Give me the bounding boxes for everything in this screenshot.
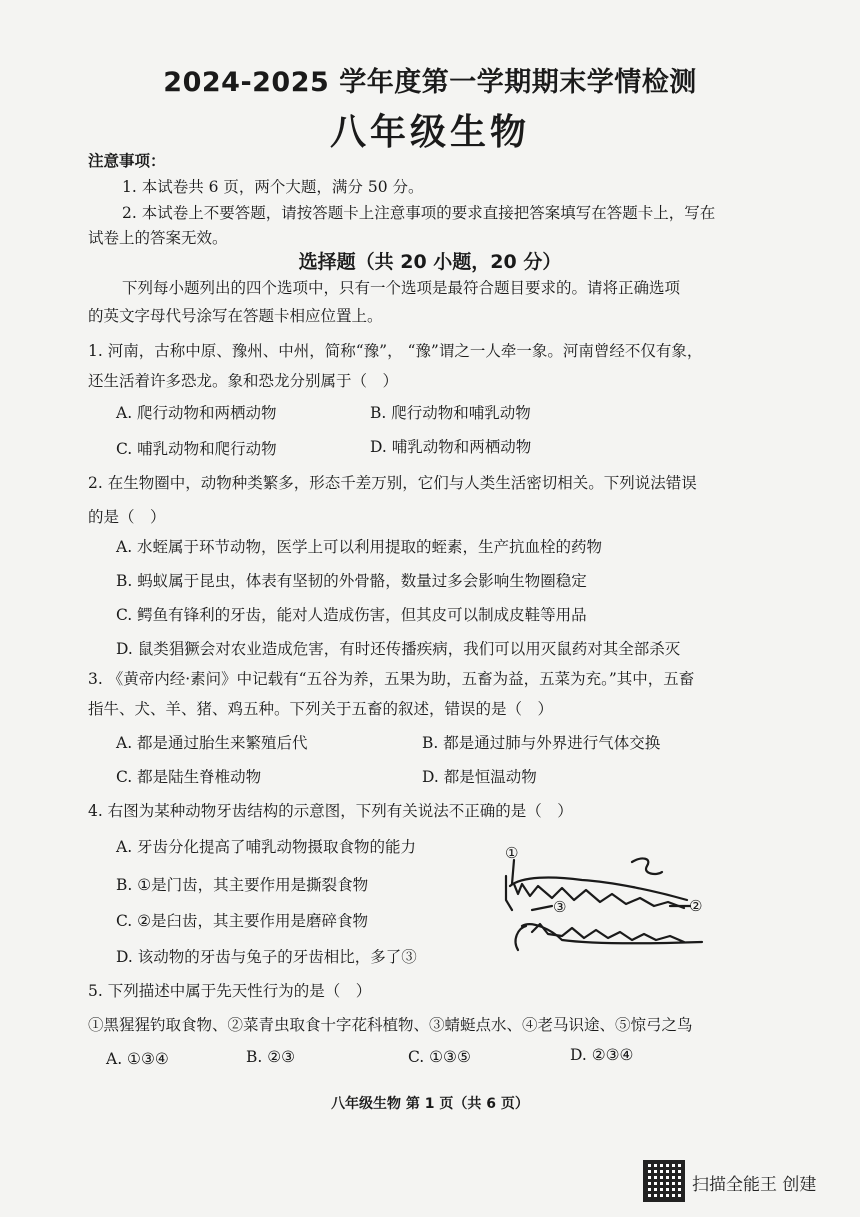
exam-title: 2024-2025 学年度第一学期期末学情检测	[163, 67, 697, 98]
notes-item-2-line-2: 试卷上的答案无效。	[88, 229, 228, 247]
question-2-stem-line-1: 2. 在生物圈中，动物种类繁多，形态千差万别，它们与人类生活密切相关。下列说法错误	[88, 474, 697, 492]
question-5-stem-line-2: ①黑猩猩钓取食物、②菜青虫取食十字花科植物、③蜻蜓点水、④老马识途、⑤惊弓之鸟	[88, 1016, 693, 1034]
question-3-option-b[interactable]: B. 都是通过肺与外界进行气体交换	[422, 734, 661, 752]
question-1-stem-line-2: 还生活着许多恐龙。象和恐龙分别属于（ ）	[88, 372, 399, 390]
question-4-option-b[interactable]: B. ①是门齿，其主要作用是撕裂食物	[116, 876, 369, 894]
question-4-option-c[interactable]: C. ②是臼齿，其主要作用是磨碎食物	[116, 912, 369, 930]
question-5-option-d[interactable]: D. ②③④	[570, 1046, 634, 1064]
lower-jaw-front	[516, 926, 526, 950]
question-1-option-d[interactable]: D. 哺乳动物和两栖动物	[370, 438, 532, 456]
notes-heading: 注意事项：	[88, 151, 166, 170]
teeth-structure-figure	[492, 840, 714, 970]
section-title: 选择题（共 20 小题，20 分）	[298, 251, 562, 273]
section-instruction-line-1: 下列每小题列出的四个选项中，只有一个选项是最符合题目要求的。请将正确选项	[122, 279, 681, 297]
question-1-option-b[interactable]: B. 爬行动物和哺乳动物	[370, 404, 531, 422]
question-2-option-c[interactable]: C. 鳄鱼有锋利的牙齿，能对人造成伤害，但其皮可以制成皮鞋等用品	[116, 606, 587, 624]
qr-code-icon	[643, 1160, 685, 1202]
question-2-option-d[interactable]: D. 鼠类猖獗会对农业造成危害，有时还传播疾病，我们可以用灭鼠药对其全部杀灭	[116, 640, 681, 658]
question-3-stem-line-1: 3. 《黄帝内经·素问》中记载有“五谷为养，五果为助，五畜为益，五菜为充。”其中，五畜	[88, 670, 695, 688]
question-3-option-d[interactable]: D. 都是恒温动物	[422, 768, 537, 786]
figure-label-2: ②	[689, 897, 703, 915]
pointer-3	[532, 906, 552, 910]
question-3-option-a[interactable]: A. 都是通过胎生来繁殖后代	[116, 734, 308, 752]
question-4-option-d[interactable]: D. 该动物的牙齿与兔子的牙齿相比，多了③	[116, 948, 417, 966]
notes-item-2-line-1: 2. 本试卷上不要答题，请按答题卡上注意事项的要求直接把答案填写在答题卡上，写在	[122, 204, 716, 222]
question-3-option-c[interactable]: C. 都是陆生脊椎动物	[116, 768, 262, 786]
question-2-option-a[interactable]: A. 水蛭属于环节动物，医学上可以利用提取的蛭素，生产抗血栓的药物	[116, 538, 603, 556]
question-2-option-b[interactable]: B. 蚂蚁属于昆虫，体表有坚韧的外骨骼，数量过多会影响生物圈稳定	[116, 572, 587, 590]
pointer-1	[512, 860, 514, 884]
question-5-stem-line-1: 5. 下列描述中属于先天性行为的是（ ）	[88, 982, 372, 1000]
upper-teeth	[514, 884, 684, 908]
scanner-watermark: 扫描全能王 创建	[692, 1175, 817, 1195]
notes-item-1: 1. 本试卷共 6 页，两个大题，满分 50 分。	[122, 178, 424, 196]
question-4-stem: 4. 右图为某种动物牙齿结构的示意图，下列有关说法不正确的是（ ）	[88, 802, 573, 820]
question-5-option-b[interactable]: B. ②③	[246, 1048, 296, 1066]
question-5-option-a[interactable]: A. ①③④	[106, 1050, 169, 1068]
section-instruction-line-2: 的英文字母代号涂写在答题卡相应位置上。	[88, 307, 383, 325]
subject-title: 八年级生物	[329, 112, 530, 153]
question-4-option-a[interactable]: A. 牙齿分化提高了哺乳动物摄取食物的能力	[116, 838, 417, 856]
upper-canine	[506, 876, 512, 910]
question-1-stem-line-1: 1. 河南，古称中原、豫州、中州，简称“豫”， “豫”谓之一人牵一象。河南曾经不仅有象，	[88, 342, 703, 360]
question-1-option-c[interactable]: C. 哺乳动物和爬行动物	[116, 440, 277, 458]
question-1-option-a[interactable]: A. 爬行动物和两栖动物	[116, 404, 277, 422]
question-5-option-c[interactable]: C. ①③⑤	[408, 1048, 471, 1066]
question-2-stem-line-2: 的是（ ）	[88, 508, 166, 526]
squiggle-mark	[632, 859, 662, 874]
figure-label-1: ①	[505, 844, 519, 862]
figure-label-3: ③	[553, 898, 567, 916]
page-footer: 八年级生物 第 1 页（共 6 页）	[331, 1096, 529, 1112]
question-3-stem-line-2: 指牛、犬、羊、猪、鸡五种。下列关于五畜的叙述，错误的是（ ）	[88, 700, 554, 718]
